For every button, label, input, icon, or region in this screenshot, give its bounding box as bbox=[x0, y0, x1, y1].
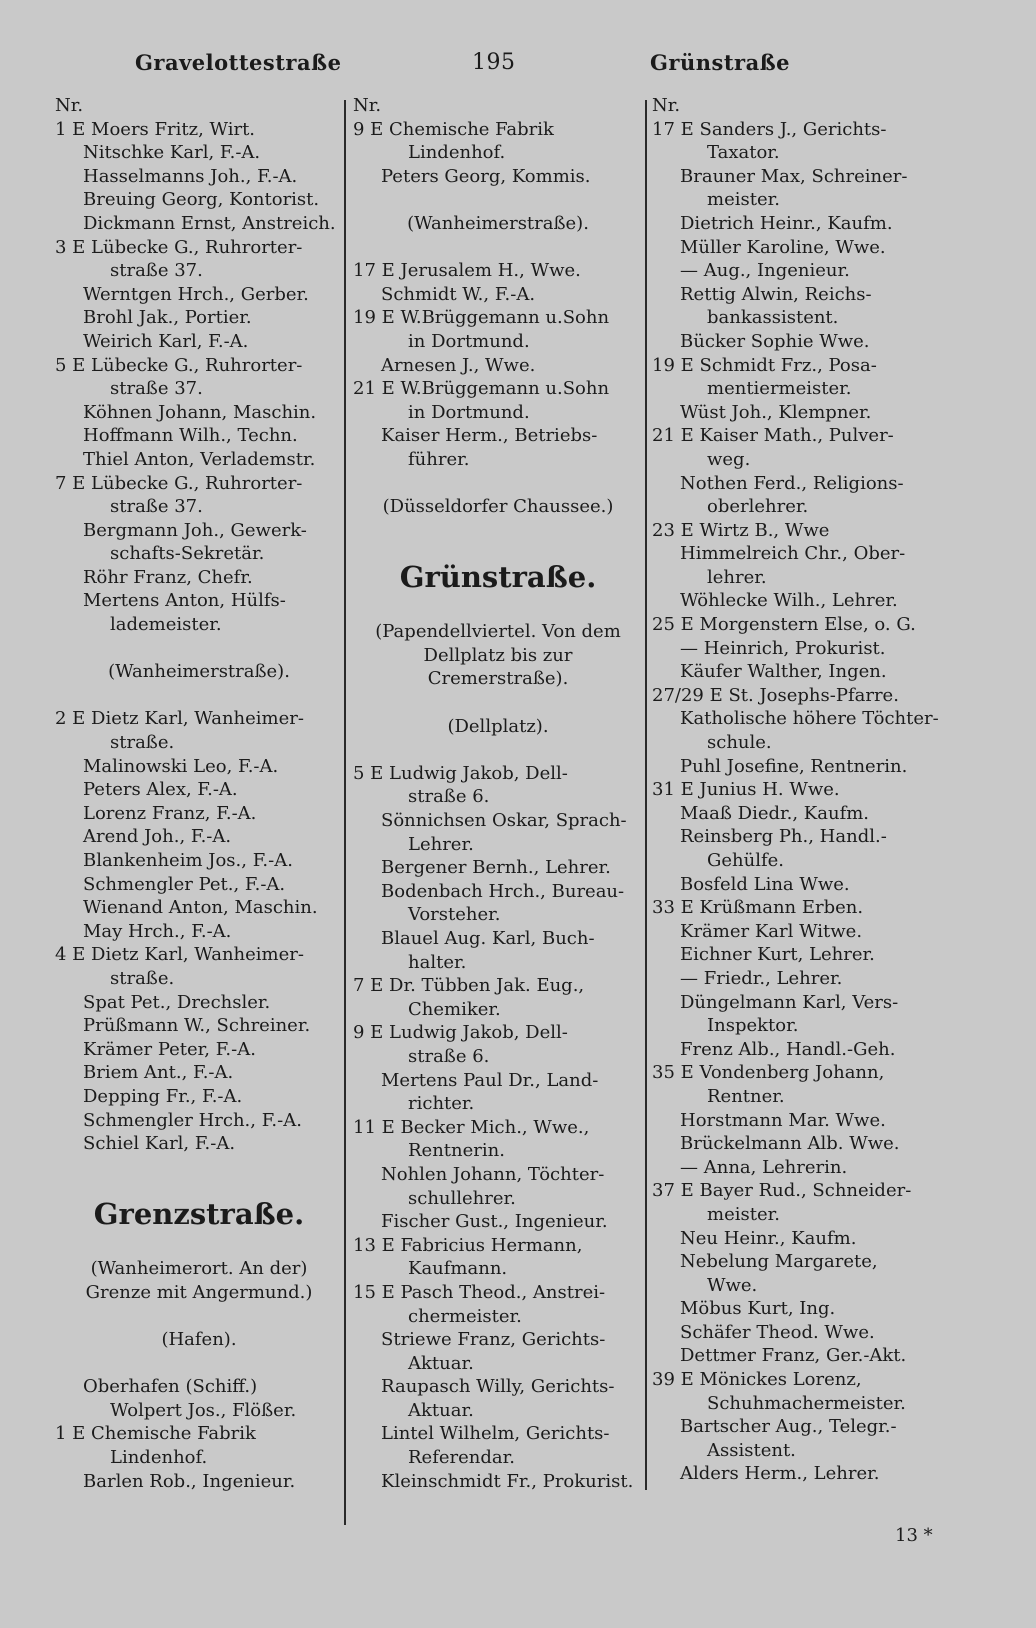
entry-line: straße 37. bbox=[110, 378, 203, 400]
entry-line: Bosfeld Lina Wwe. bbox=[680, 873, 850, 895]
entry-line: 9 E Chemische Fabrik bbox=[353, 118, 554, 140]
entry-line: Peters Georg, Kommis. bbox=[381, 165, 591, 187]
entry-line: Nr. bbox=[652, 95, 681, 116]
header-right-street: Grünstraße bbox=[650, 50, 791, 75]
entry-line: Neu Heinr., Kaufm. bbox=[680, 1227, 857, 1249]
entry-line: Gehülfe. bbox=[707, 850, 785, 871]
section-note: (Wanheimerort. An der) bbox=[90, 1258, 308, 1280]
entry-line: Maaß Diedr., Kaufm. bbox=[680, 802, 870, 824]
entry-line: Rentner. bbox=[707, 1085, 785, 1107]
entry-line: 7 E Dr. Tübben Jak. Eug., bbox=[353, 975, 585, 997]
page-signature: 13 * bbox=[895, 1525, 933, 1546]
entry-line: Köhnen Johann, Maschin. bbox=[83, 401, 317, 423]
entry-line: meister. bbox=[707, 189, 780, 211]
header-left-street: Gravelottestraße bbox=[135, 50, 342, 75]
entry-line: Reinsberg Ph., Handl.- bbox=[680, 826, 887, 848]
column-3 bbox=[652, 94, 944, 1486]
entry-line: Aktuar. bbox=[408, 1352, 474, 1374]
entry-line: 5 E Lübecke G., Ruhrorter- bbox=[55, 354, 303, 376]
entry-line: Mertens Anton, Hülfs- bbox=[83, 590, 286, 612]
section-note: (Düsseldorfer Chaussee.) bbox=[382, 496, 614, 518]
entry-line: Schuhmachermeister. bbox=[707, 1392, 906, 1414]
entry-line: — Friedr., Lehrer. bbox=[680, 967, 843, 989]
entry-line: Nohlen Johann, Töchter- bbox=[381, 1163, 605, 1185]
entry-line: weg. bbox=[707, 448, 751, 470]
entry-line: Raupasch Willy, Gerichts- bbox=[381, 1376, 615, 1398]
entry-line: 5 E Ludwig Jakob, Dell- bbox=[353, 762, 568, 784]
column-divider bbox=[344, 100, 346, 1525]
entry-line: Dickmann Ernst, Anstreich. bbox=[83, 212, 336, 234]
entry-line: Wienand Anton, Maschin. bbox=[83, 897, 318, 919]
entry-line: 7 E Lübecke G., Ruhrorter- bbox=[55, 472, 303, 494]
section-note: Grenze mit Angermund.) bbox=[85, 1281, 313, 1303]
entry-line: in Dortmund. bbox=[408, 330, 530, 352]
street-heading: Grünstraße. bbox=[399, 559, 597, 594]
entry-line: — Anna, Lehrerin. bbox=[680, 1156, 848, 1178]
column-1 bbox=[55, 94, 343, 1493]
entry-line: Dettmer Franz, Ger.-Akt. bbox=[680, 1345, 907, 1367]
entry-line: 13 E Fabricius Hermann, bbox=[353, 1234, 583, 1256]
section-note: (Wanheimerstraße). bbox=[108, 661, 290, 683]
entry-line: Malinowski Leo, F.-A. bbox=[83, 755, 279, 777]
entry-line: 23 E Wirtz B., Wwe bbox=[652, 519, 830, 541]
entry-line: 17 E Sanders J., Gerichts- bbox=[652, 118, 887, 140]
entry-line: straße 6. bbox=[408, 1045, 490, 1067]
spacer bbox=[353, 472, 643, 496]
entry-line: Hasselmanns Joh., F.-A. bbox=[83, 165, 298, 187]
entry-line: meister. bbox=[707, 1203, 780, 1225]
entry-line: Nebelung Margarete, bbox=[680, 1251, 878, 1273]
entry-line: Schmengler Hrch., F.-A. bbox=[83, 1109, 302, 1131]
entry-line: 19 E W.Brüggemann u.Sohn bbox=[353, 307, 610, 329]
entry-line: Lindenhof. bbox=[408, 142, 506, 164]
entry-line: Spat Pet., Drechsler. bbox=[83, 991, 271, 1013]
entry-line: Taxator. bbox=[707, 142, 780, 164]
entry-line: Schmidt W., F.-A. bbox=[381, 283, 536, 305]
entry-line: 37 E Bayer Rud., Schneider- bbox=[652, 1180, 912, 1202]
section-note: (Wanheimerstraße). bbox=[407, 212, 589, 234]
entry-line: Dietrich Heinr., Kaufm. bbox=[680, 212, 893, 234]
entry-line: chermeister. bbox=[408, 1305, 522, 1327]
spacer bbox=[55, 1305, 343, 1329]
entry-line: Weirich Karl, F.-A. bbox=[83, 330, 249, 352]
entry-line: Arnesen J., Wwe. bbox=[381, 354, 536, 376]
entry-line: 33 E Krüßmann Erben. bbox=[652, 897, 864, 919]
entry-line: Referendar. bbox=[408, 1447, 515, 1469]
entry-line: 1 E Chemische Fabrik bbox=[55, 1423, 256, 1445]
entry-line: 31 E Junius H. Wwe. bbox=[652, 779, 840, 801]
entry-line: Puhl Josefine, Rentnerin. bbox=[680, 755, 908, 777]
entry-line: bankassistent. bbox=[707, 307, 839, 329]
spacer bbox=[353, 519, 643, 557]
entry-line: schule. bbox=[707, 732, 772, 754]
entry-line: Chemiker. bbox=[408, 998, 501, 1020]
entry-line: Bartscher Aug., Telegr.- bbox=[680, 1416, 897, 1438]
spacer bbox=[353, 236, 643, 260]
entry-line: 17 E Jerusalem H., Wwe. bbox=[353, 260, 581, 282]
entry-line: Vorsteher. bbox=[408, 904, 501, 926]
entry-line: Nr. bbox=[353, 95, 382, 116]
spacer bbox=[55, 684, 343, 708]
entry-line: Sönnichsen Oskar, Sprach- bbox=[381, 810, 627, 832]
entry-line: Oberhafen (Schiff.) bbox=[83, 1376, 258, 1398]
entry-line: oberlehrer. bbox=[707, 496, 809, 518]
entry-line: Aktuar. bbox=[408, 1399, 474, 1421]
entry-line: Nitschke Karl, F.-A. bbox=[83, 142, 261, 164]
section-note: Dellplatz bis zur Cremerstraße). bbox=[423, 644, 573, 690]
entry-line: Schmengler Pet., F.-A. bbox=[83, 873, 286, 895]
entry-line: Thiel Anton, Verlademstr. bbox=[83, 448, 316, 470]
street-heading: Grenzstraße. bbox=[93, 1196, 305, 1231]
spacer bbox=[353, 691, 643, 715]
entry-line: Möbus Kurt, Ing. bbox=[680, 1298, 836, 1320]
entry-line: 21 E W.Brüggemann u.Sohn bbox=[353, 378, 610, 400]
entry-line: Krämer Karl Witwe. bbox=[680, 920, 863, 942]
entry-line: Horstmann Mar. Wwe. bbox=[680, 1109, 886, 1131]
spacer bbox=[353, 738, 643, 762]
entry-line: 2 E Dietz Karl, Wanheimer- bbox=[55, 708, 304, 730]
entry-line: lademeister. bbox=[110, 614, 222, 636]
spacer bbox=[353, 597, 643, 621]
entry-line: Krämer Peter, F.-A. bbox=[83, 1038, 256, 1060]
entry-line: 21 E Kaiser Math., Pulver- bbox=[652, 425, 894, 447]
section-note: (Hafen). bbox=[161, 1329, 237, 1351]
entry-line: Prüßmann W., Schreiner. bbox=[83, 1015, 311, 1037]
entry-line: Assistent. bbox=[707, 1439, 796, 1461]
section-note: (Dellplatz). bbox=[447, 715, 549, 737]
spacer bbox=[55, 637, 343, 661]
entry-line: Nr. bbox=[55, 95, 84, 116]
entry-line: halter. bbox=[408, 951, 467, 973]
entry-line: Katholische höhere Töchter- bbox=[680, 708, 939, 730]
entry-line: 11 E Becker Mich., Wwe., bbox=[353, 1116, 590, 1138]
entry-line: 1 E Moers Fritz, Wirt. bbox=[55, 118, 256, 140]
entry-line: Brauner Max, Schreiner- bbox=[680, 165, 908, 187]
entry-line: Werntgen Hrch., Gerber. bbox=[83, 283, 309, 305]
entry-line: Blankenheim Jos., F.-A. bbox=[83, 850, 293, 871]
entry-line: Düngelmann Karl, Vers- bbox=[680, 991, 899, 1013]
entry-line: Barlen Rob., Ingenieur. bbox=[83, 1470, 296, 1492]
entry-line: 9 E Ludwig Jakob, Dell- bbox=[353, 1022, 568, 1044]
entry-line: Breuing Georg, Kontorist. bbox=[83, 189, 320, 211]
entry-line: Nothen Ferd., Religions- bbox=[680, 472, 904, 494]
entry-line: Wolpert Jos., Flößer. bbox=[110, 1399, 297, 1421]
entry-line: führer. bbox=[408, 448, 470, 470]
entry-line: straße 37. bbox=[110, 260, 203, 282]
entry-line: Käufer Walther, Ingen. bbox=[680, 661, 887, 683]
spacer bbox=[55, 1156, 343, 1194]
entry-line: Alders Herm., Lehrer. bbox=[680, 1463, 880, 1485]
entry-line: straße 37. bbox=[110, 496, 203, 518]
entry-line: Rettig Alwin, Reichs- bbox=[680, 283, 872, 305]
entry-line: Brohl Jak., Portier. bbox=[83, 307, 252, 329]
entry-line: 3 E Lübecke G., Ruhrorter- bbox=[55, 236, 303, 258]
entry-line: Depping Fr., F.-A. bbox=[83, 1085, 243, 1107]
entry-line: straße 6. bbox=[408, 786, 490, 808]
entry-line: Bodenbach Hrch., Bureau- bbox=[381, 880, 625, 902]
entry-line: Inspektor. bbox=[707, 1015, 799, 1037]
entry-line: Arend Joh., F.-A. bbox=[83, 826, 232, 848]
column-2 bbox=[353, 94, 643, 1493]
section-note: (Papendellviertel. Von dem bbox=[375, 621, 621, 643]
entry-line: Kleinschmidt Fr., Prokurist. bbox=[381, 1470, 634, 1492]
entry-line: Wüst Joh., Klempner. bbox=[680, 401, 872, 423]
entry-line: Müller Karoline, Wwe. bbox=[680, 236, 886, 258]
entry-line: Wwe. bbox=[707, 1274, 758, 1296]
entry-line: Fischer Gust., Ingenieur. bbox=[381, 1211, 608, 1233]
entry-line: 19 E Schmidt Frz., Posa- bbox=[652, 354, 877, 376]
entry-line: Lehrer. bbox=[408, 833, 474, 855]
entry-line: Lorenz Franz, F.-A. bbox=[83, 802, 257, 824]
spacer bbox=[55, 1352, 343, 1376]
entry-line: Peters Alex, F.-A. bbox=[83, 779, 238, 801]
entry-line: Hoffmann Wilh., Techn. bbox=[83, 425, 298, 447]
entry-line: Mertens Paul Dr., Land- bbox=[381, 1069, 599, 1091]
entry-line: straße. bbox=[110, 732, 175, 754]
entry-line: Schiel Karl, F.-A. bbox=[83, 1133, 236, 1155]
entry-line: straße. bbox=[110, 967, 175, 989]
entry-line: — Aug., Ingenieur. bbox=[680, 260, 850, 282]
column-divider bbox=[645, 100, 647, 1490]
entry-line: Himmelreich Chr., Ober- bbox=[680, 543, 906, 565]
entry-line: Brückelmann Alb. Wwe. bbox=[680, 1133, 900, 1155]
entry-line: Schäfer Theod. Wwe. bbox=[680, 1321, 875, 1343]
entry-line: Röhr Franz, Chefr. bbox=[83, 566, 253, 588]
entry-line: Blauel Aug. Karl, Buch- bbox=[381, 928, 595, 949]
entry-line: Eichner Kurt, Lehrer. bbox=[680, 944, 875, 966]
page-header bbox=[0, 50, 1036, 86]
entry-line: mentiermeister. bbox=[707, 378, 852, 400]
entry-line: 4 E Dietz Karl, Wanheimer- bbox=[55, 944, 304, 966]
entry-line: Wöhlecke Wilh., Lehrer. bbox=[680, 590, 898, 612]
spacer bbox=[353, 188, 643, 212]
entry-line: Kaufmann. bbox=[408, 1258, 508, 1280]
entry-line: 35 E Vondenberg Johann, bbox=[652, 1062, 885, 1084]
entry-line: Lindenhof. bbox=[110, 1447, 208, 1469]
entry-line: in Dortmund. bbox=[408, 401, 530, 423]
entry-line: richter. bbox=[408, 1093, 475, 1115]
entry-line: Briem Ant., F.-A. bbox=[83, 1062, 234, 1084]
entry-line: lehrer. bbox=[707, 566, 767, 588]
entry-line: Bergener Bernh., Lehrer. bbox=[381, 857, 611, 879]
entry-line: Striewe Franz, Gerichts- bbox=[381, 1329, 606, 1351]
entry-line: schullehrer. bbox=[408, 1187, 516, 1209]
entry-line: schafts-Sekretär. bbox=[110, 543, 265, 565]
entry-line: Bergmann Joh., Gewerk- bbox=[83, 519, 307, 541]
entry-line: 25 E Morgenstern Else, o. G. bbox=[652, 614, 916, 636]
entry-line: Lintel Wilhelm, Gerichts- bbox=[381, 1423, 610, 1445]
entry-line: 15 E Pasch Theod., Anstrei- bbox=[353, 1281, 606, 1303]
entry-line: May Hrch., F.-A. bbox=[83, 920, 232, 942]
entry-line: Bücker Sophie Wwe. bbox=[680, 330, 870, 352]
entry-line: 39 E Mönickes Lorenz, bbox=[652, 1369, 862, 1391]
spacer bbox=[55, 1234, 343, 1258]
entry-line: Rentnerin. bbox=[408, 1140, 505, 1162]
page-number: 195 bbox=[472, 50, 516, 75]
entry-line: Frenz Alb., Handl.-Geh. bbox=[680, 1038, 896, 1060]
entry-line: Kaiser Herm., Betriebs- bbox=[381, 425, 598, 447]
entry-line: — Heinrich, Prokurist. bbox=[680, 637, 886, 659]
entry-line: 27/29 E St. Josephs-Pfarre. bbox=[652, 684, 899, 706]
